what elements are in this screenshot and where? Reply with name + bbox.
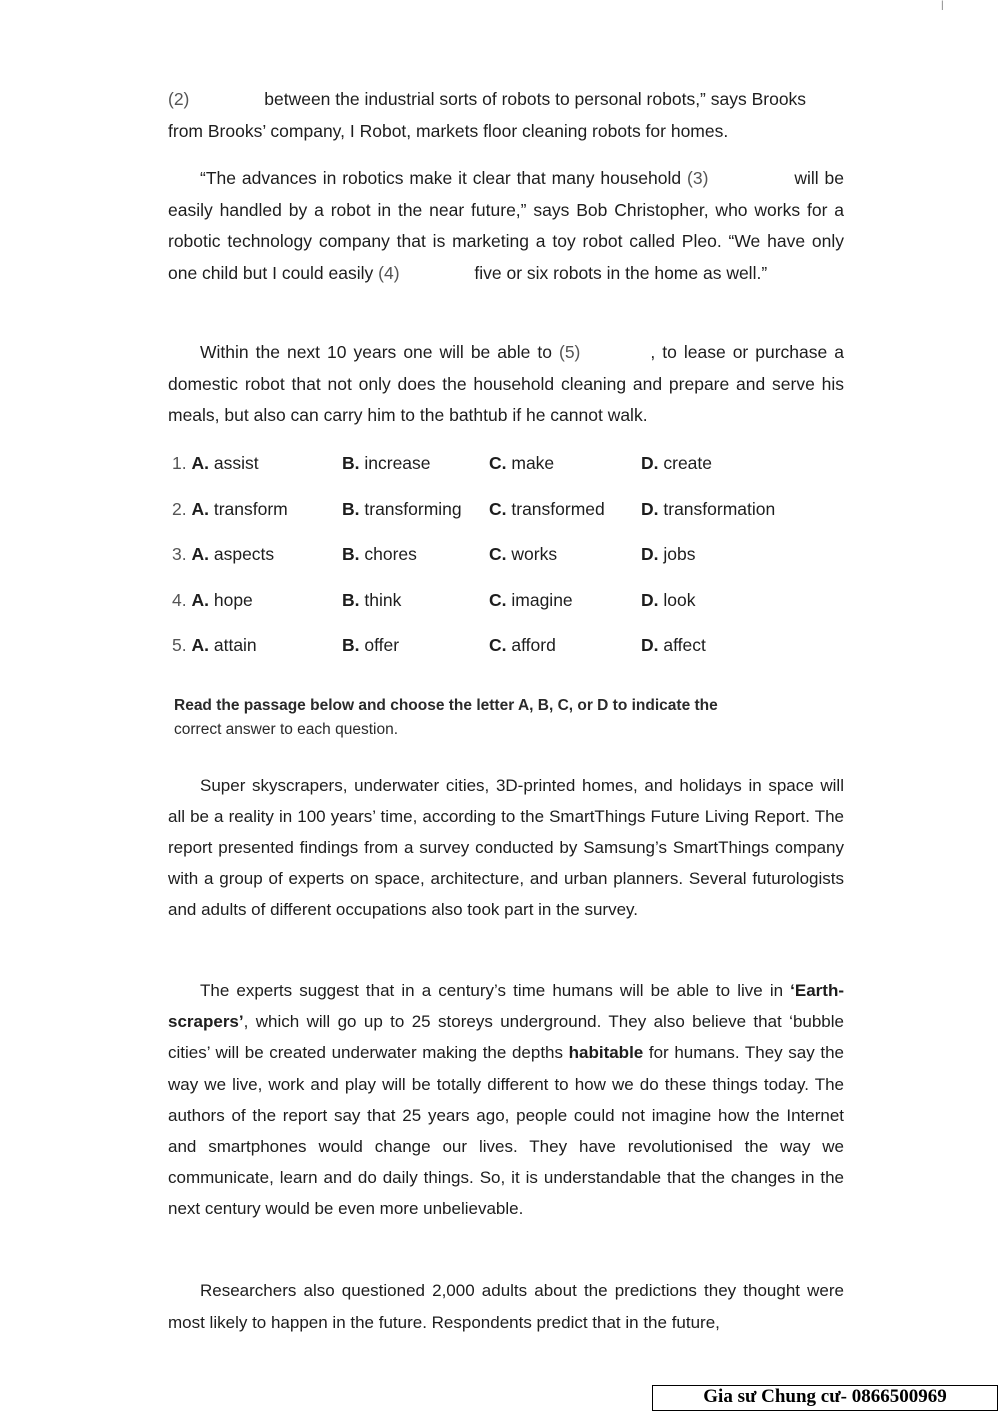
- option-text: make: [511, 453, 555, 474]
- habitable-term: habitable: [568, 1043, 644, 1063]
- option-letter: A.: [191, 589, 209, 610]
- reading-paragraph-3-text: Researchers also questioned 2,000 adults about the predictions they thought were most likely to happen in the future. Respondents predict that in the future,: [168, 1281, 844, 1332]
- option-text: transformed: [511, 498, 605, 519]
- option-text: hope: [213, 589, 253, 610]
- option-text: transforming: [364, 498, 462, 519]
- question-row: [172, 623, 811, 669]
- option-letter: A.: [191, 635, 209, 656]
- page-edge-mark: |: [941, 0, 944, 11]
- option-text: transformation: [663, 498, 776, 519]
- option-letter: A.: [191, 453, 209, 474]
- reading-instruction: [174, 694, 814, 742]
- option-b[interactable]: [342, 532, 489, 578]
- question-number: 2.: [172, 498, 187, 519]
- option-d[interactable]: [641, 532, 811, 578]
- option-b[interactable]: [342, 441, 489, 487]
- option-text: think: [364, 589, 402, 610]
- option-letter: D.: [641, 635, 659, 656]
- blank-number-3: (3): [687, 168, 709, 188]
- footer-watermark: Gia sư Chung cư- 0866500969: [652, 1385, 998, 1411]
- paragraph-1-line-1: between the industrial sorts of robots to personal robots,” says Brooks: [259, 89, 807, 109]
- passage-paragraph-3: [168, 337, 844, 432]
- passage-paragraph-1: [168, 84, 844, 147]
- option-c[interactable]: [489, 578, 641, 624]
- option-b[interactable]: [342, 623, 489, 669]
- paragraph-3-text-2: , to lease or purchase a domestic robot that not only does the household cleaning and prepare and serve his meals, but also can carry him to the bathtub if he cannot walk.: [168, 342, 844, 425]
- option-d[interactable]: [641, 441, 811, 487]
- option-c[interactable]: [489, 623, 641, 669]
- answer-options-table: [172, 441, 811, 669]
- option-letter: D.: [641, 453, 659, 474]
- option-c[interactable]: [489, 532, 641, 578]
- option-text: look: [663, 589, 696, 610]
- blank-number-5: (5): [559, 342, 581, 362]
- question-number: 5.: [172, 635, 187, 656]
- option-a[interactable]: [172, 623, 342, 669]
- paragraph-1-line-2: from Brooks’ company, I Robot, markets floor cleaning robots for homes.: [168, 120, 729, 141]
- option-text: create: [663, 453, 713, 474]
- question-row: [172, 487, 811, 533]
- question-row: [172, 441, 811, 487]
- option-c[interactable]: [489, 441, 641, 487]
- option-letter: D.: [641, 544, 659, 565]
- option-c[interactable]: [489, 487, 641, 533]
- option-text: offer: [364, 635, 400, 656]
- reading-paragraph-2: [168, 975, 844, 1225]
- blank-number-2: (2): [168, 89, 190, 109]
- blank-number-4: (4): [378, 262, 400, 283]
- option-letter: B.: [342, 453, 360, 474]
- reading-paragraph-2-text-a: The experts suggest that in a century’s time humans will be able to live in: [200, 981, 791, 1000]
- passage-paragraph-2: [168, 163, 844, 289]
- question-number: 3.: [172, 544, 187, 565]
- option-text: transform: [213, 498, 288, 519]
- option-a[interactable]: [172, 487, 342, 533]
- option-letter: C.: [489, 498, 507, 519]
- reading-paragraph-2-text-b: , which will go up to 25 storeys underground. They also believe that ‘bubble cities’ will be created underwater making the depths: [168, 1012, 844, 1063]
- option-text: jobs: [663, 544, 696, 565]
- option-text: imagine: [511, 589, 573, 610]
- paragraph-2-text: “The advances in robotics make it clear that many household: [200, 168, 688, 188]
- option-letter: B.: [342, 635, 360, 656]
- option-letter: B.: [342, 544, 360, 565]
- option-letter: D.: [641, 589, 659, 610]
- option-a[interactable]: [172, 532, 342, 578]
- paragraph-3-text: Within the next 10 years one will be able to: [200, 342, 559, 362]
- option-letter: B.: [342, 498, 360, 519]
- option-text: attain: [213, 635, 257, 656]
- option-letter: D.: [641, 498, 659, 519]
- reading-paragraph-2-text-c: for humans. They say the way we live, work and play will be totally different to how we do these things today. The authors of the report say that 25 years ago, people could not imagine how the Internet and smartphones would change our lives. They have revolutionised the way we communicate, learn and do daily things. So, it is understandable that the changes in the next century would be even more unbelievable.: [168, 1043, 844, 1219]
- option-text: afford: [511, 635, 556, 656]
- option-letter: C.: [489, 635, 507, 656]
- option-a[interactable]: [172, 578, 342, 624]
- option-b[interactable]: [342, 487, 489, 533]
- question-number: 1.: [172, 453, 187, 474]
- option-letter: B.: [342, 589, 360, 610]
- question-number: 4.: [172, 589, 187, 610]
- reading-paragraph-3: [168, 1275, 844, 1338]
- option-text: increase: [364, 453, 431, 474]
- question-row: [172, 578, 811, 624]
- paragraph-2-text-3: five or six robots in the home as well.”: [469, 262, 768, 283]
- option-letter: C.: [489, 589, 507, 610]
- option-text: works: [511, 544, 558, 565]
- reading-paragraph-1: [168, 770, 844, 925]
- option-d[interactable]: [641, 487, 811, 533]
- option-letter: C.: [489, 544, 507, 565]
- option-text: aspects: [213, 544, 275, 565]
- earth-scrapers-term: ‘Earth-scrapers’: [168, 981, 844, 1032]
- option-b[interactable]: [342, 578, 489, 624]
- option-letter: A.: [191, 498, 209, 519]
- option-d[interactable]: [641, 623, 811, 669]
- reading-paragraph-1-text: Super skyscrapers, underwater cities, 3D-printed homes, and holidays in space will all be a reality in 100 years’ time, according to the SmartThings Future Living Report. The report presented findings from a survey conducted by Samsung’s SmartThings company with a group of experts on space, architecture, and urban planners. Several futurologists and adults of different occupations also took part in the survey.: [168, 776, 844, 919]
- instruction-line-1: Read the passage below and choose the letter A, B, C, or D to indicate the: [174, 697, 718, 714]
- instruction-line-2: correct answer to each question.: [174, 721, 399, 738]
- option-letter: A.: [191, 544, 209, 565]
- option-text: affect: [663, 635, 706, 656]
- option-letter: C.: [489, 453, 507, 474]
- paragraph-2-text-2: will be easily handled by a robot in the near future,” says Bob Christopher, who works for a robotic technology company that is marketing a toy robot called Pleo. “We have only one child but I could easily: [168, 168, 844, 283]
- option-d[interactable]: [641, 578, 811, 624]
- option-text: assist: [213, 453, 259, 474]
- question-row: [172, 532, 811, 578]
- option-text: chores: [364, 544, 417, 565]
- option-a[interactable]: [172, 441, 342, 487]
